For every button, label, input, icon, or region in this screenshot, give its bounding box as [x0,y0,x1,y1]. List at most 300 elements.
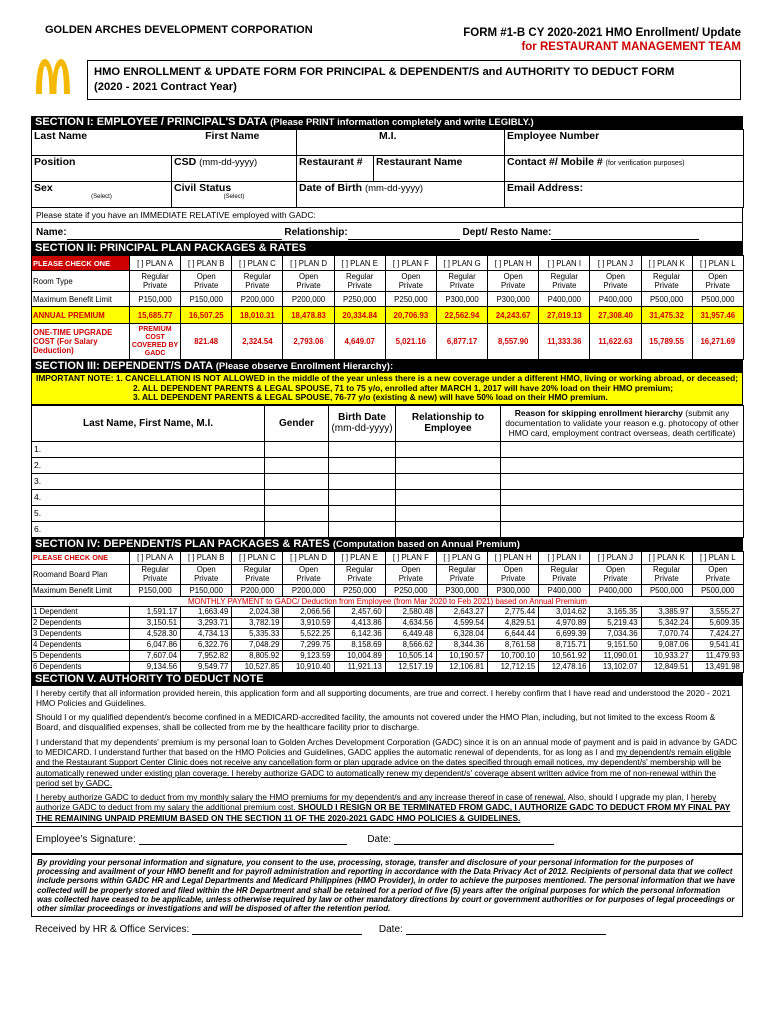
s4-room-cell [488,564,539,584]
auth-paragraph-4c: hereby authorize GADC to deduct from my salary the additional premium cost. [36,792,717,813]
dob-field[interactable] [297,182,505,208]
monthly-rate-cell: 8,805.92 [232,650,283,661]
monthly-rate-cell: 8,761.58 [488,639,539,650]
mbl-cell: P150,000 [181,292,232,307]
plan-checkbox[interactable]: [ ] PLAN A [130,256,181,271]
s4-room-line2: Private [654,574,679,583]
section3-header [31,360,743,373]
monthly-rate-cell: 5,522.25 [283,628,334,639]
dob-label: Date of Birth [299,182,363,194]
room-type-line2: Private [552,281,577,290]
company-name: GOLDEN ARCHES DEVELOPMENT CORPORATION [45,24,313,36]
civil-status-select[interactable]: (Select) [223,194,245,200]
upgrade-cost-cell: 16,271.69 [692,324,743,360]
principal-plans-table [31,255,744,360]
relative-row [31,223,743,242]
room-type-line1: Regular [652,272,681,281]
s4-mbl-cell: P400,000 [539,584,590,596]
col-birth-date [329,405,396,441]
monthly-rate-cell: 10,561.92 [539,650,590,661]
position-field[interactable] [32,156,172,182]
monthly-rate-cell: 7,952.82 [181,650,232,661]
relative-dept-input[interactable] [551,225,699,240]
dependent-gender-cell[interactable] [265,505,329,521]
monthly-rate-cell: 7,607.04 [130,650,181,661]
monthly-rate-cell: 2,457.60 [334,606,385,617]
monthly-rate-cell: 4,734.13 [181,628,232,639]
sex-label: Sex [34,182,53,194]
dependent-name-cell[interactable]: 6. [32,521,265,537]
upgrade-cost-cell: 11,622.63 [590,324,641,360]
col-birth-date-label: Birth Date [338,412,386,423]
relative-relationship-input[interactable] [348,225,460,240]
dependent-birth-cell[interactable] [329,505,396,521]
room-type-cell [283,271,334,292]
dependent-gender-cell[interactable] [265,457,329,473]
s4-room-label: Roomand Board Plan [32,564,130,584]
s4-room-line1: Open [605,565,626,574]
monthly-rate-cell: 12,712.15 [488,661,539,672]
annual-premium-cell: 27,308.40 [590,307,641,324]
room-type-line2: Private [603,281,628,290]
monthly-rate-cell: 9,151.50 [590,639,641,650]
plan-checkbox[interactable]: [ ] PLAN H [488,256,539,271]
s4-room-line2: Private [142,574,168,583]
upgrade-cost-label: ONE-TIME UPGRADE COST (For Salary Deduction) [32,324,130,360]
monthly-rate-cell: 6,328.04 [436,628,487,639]
dependent-relationship-cell[interactable] [396,505,501,521]
s4-room-line2: Private [245,574,270,583]
upgrade-cost-cell: 15,789.55 [641,324,692,360]
s4-room-line2: Private [194,574,219,583]
signature-row [31,827,743,854]
s4-room-cell [692,564,743,584]
auth-paragraph-3 [36,737,738,788]
room-type-cell [539,271,590,292]
dependents-rate-row [32,617,744,628]
monthly-rate-cell: 11,921.13 [334,661,385,672]
s4-room-line2: Private [705,574,730,583]
mbl-cell: P400,000 [590,292,641,307]
monthly-rate-cell: 3,910.59 [283,617,334,628]
s4-mbl-cell: P300,000 [436,584,487,596]
s4-room-line1: Regular [346,565,374,574]
dependents-rate-row [32,650,744,661]
upgrade-cost-cell: 5,021.16 [385,324,436,360]
sex-select[interactable]: (Select) [91,194,112,200]
dependent-name-cell[interactable]: 4. [32,489,265,505]
dependent-name-cell[interactable]: 5. [32,505,265,521]
col-reason [501,405,744,441]
plan-checkbox[interactable]: [ ] PLAN E [334,256,385,271]
dependent-row [32,521,744,537]
monthly-rate-cell: 13,491.98 [692,661,743,672]
annual-premium-cell: 24,243.67 [488,307,539,324]
dependent-name-cell[interactable]: 1. [32,441,265,457]
dob-format: (mm-dd-yyyy) [364,183,423,194]
plan-checkbox[interactable]: [ ] PLAN D [283,256,334,271]
sex-field[interactable] [32,182,172,208]
dependent-birth-cell[interactable] [329,441,396,457]
section1-note: (Please PRINT information completely and write LEGIBLY.) [270,117,534,128]
room-type-line2: Private [347,281,372,290]
dependent-birth-cell[interactable] [329,473,396,489]
section5-header [31,673,743,686]
csd-field[interactable] [172,156,297,182]
section3-title: SECTION III: DEPENDENT/S DATA [35,360,213,372]
privacy-notice: By providing your personal information and signature, you consent to the use, processing, storage, transfer and disclosure of your personal information for the purposes of processing and availment of your HMO benefit and for payroll administration and reporting in accordance with the Data Privacy Act of 2012. Recipients of personal data that we collect include persons within GADC HR and Legal Departments and Medicard Philippines (HMO Provider), in order to achieve the purposes mentioned. The personal information that we have collected will be properly stored and filed within the HR Department and shall be retained for a period of five (5) years after the original purposes for which the personal information was collected have ceased to be applicable, unless otherwise required by law or other mandatory directions by court or government authorities or for purposes of legal proceedings or other similar proceedings or investigations and will be disposed of after the retention period. [31,854,743,917]
csd-format: (mm-dd-yyyy) [199,157,258,168]
s4-mbl-cell: P500,000 [641,584,692,596]
mbl-cell: P300,000 [488,292,539,307]
important-note-label: IMPORTANT NOTE: [36,373,114,383]
monthly-rate-cell: 4,528.30 [130,628,181,639]
s4-plan-checkbox[interactable]: [ ] PLAN H [488,551,539,564]
s4-room-line1: Open [196,565,216,574]
s4-room-line1: Open [299,565,319,574]
signature-date-input[interactable] [394,833,554,845]
s4-room-line1: Regular [141,565,169,574]
dependent-birth-cell[interactable] [329,457,396,473]
s4-plan-checkbox[interactable]: [ ] PLAN D [283,551,334,564]
monthly-rate-cell: 6,699.39 [539,628,590,639]
dependents-count-label: 1 Dependent [32,606,130,617]
received-row [31,917,743,941]
monthly-rate-cell: 12,478.16 [539,661,590,672]
dependent-birth-cell[interactable] [329,489,396,505]
monthly-rate-cell: 9,134.56 [130,661,181,672]
s4-room-cell [385,564,436,584]
monthly-rate-cell: 2,066.56 [283,606,334,617]
relative-name-label: Name: [36,227,67,238]
received-input[interactable] [192,923,362,935]
room-type-cell [130,271,181,292]
dependent-row [32,505,744,521]
section4-note: (Computation based on Annual Premium) [332,538,520,550]
annual-premium-cell: 20,334.84 [334,307,385,324]
s4-plan-checkbox[interactable]: [ ] PLAN J [590,551,641,564]
civil-status-field[interactable] [172,182,297,208]
restaurant-name-field[interactable] [374,156,505,182]
s4-room-line1: Regular [448,565,476,574]
received-date-input[interactable] [406,923,606,935]
monthly-rate-cell: 4,413.86 [334,617,385,628]
auth-paragraph-3a: I understand that my dependents' premium is my personal loan to Golden Arches Development Corporation (GADC) since it is on an annual mode of payment and is paid in advance by GADC to MEDICARD. I understand further that based on the HMO Policies and Guidelines, GADC applies the automatic renewal of dependents, for as long as I and [36,736,738,757]
s4-mbl-cell: P200,000 [232,584,283,596]
s4-plan-checkbox[interactable]: [ ] PLAN I [539,551,590,564]
s4-room-line2: Private [347,574,372,583]
plan-checkbox[interactable]: [ ] PLAN C [232,256,283,271]
monthly-rate-cell: 10,910.40 [283,661,334,672]
dependent-gender-cell[interactable] [265,441,329,457]
room-type-line1: Regular [346,272,374,281]
monthly-rate-cell: 8,715.71 [539,639,590,650]
s4-mbl-cell: P150,000 [130,584,181,596]
s4-room-line1: Regular [243,565,272,574]
room-type-cell [181,271,232,292]
s4-mbl-label: Maximum Benefit Limit [32,584,130,596]
dependents-count-label: 4 Dependents [32,639,130,650]
plan-checkbox[interactable]: [ ] PLAN K [641,256,692,271]
s4-mbl-cell: P250,000 [334,584,385,596]
monthly-rate-cell: 9,549.77 [181,661,232,672]
room-type-cell [488,271,539,292]
room-type-line1: Regular [448,272,476,281]
annual-premium-cell: 20,706.93 [385,307,436,324]
note-1: 1. CANCELLATION IS NOT ALLOWED in the middle of the year unless there is a new coverage under a different HMO, living or working abroad, or deceased; [115,373,739,383]
mbl-cell: P200,000 [283,292,334,307]
room-type-line1: Open [196,272,216,281]
enrollment-form [31,18,743,941]
authority-text [31,686,743,828]
s4-mbl-cell: P500,000 [692,584,743,596]
s4-room-line1: Open [401,565,421,574]
col-reason-bold: Reason for skipping enrollment hierarchy [514,408,683,418]
section5-title: SECTION V. AUTHORITY TO DEDUCT NOTE [35,672,264,685]
section4-header [31,538,743,551]
room-type-line2: Private [654,281,679,290]
dependent-reason-cell[interactable] [501,489,744,505]
signature-label: Employee's Signature: [36,834,136,846]
s4-room-cell [641,564,692,584]
contact-label: Contact #/ Mobile # [507,156,603,168]
monthly-rate-cell: 7,034.36 [590,628,641,639]
contact-note: (for verification purposes) [605,160,685,167]
plan-checkbox[interactable]: [ ] PLAN B [181,256,232,271]
s4-plan-checkbox[interactable]: [ ] PLAN B [181,551,232,564]
monthly-rate-cell: 4,970.89 [539,617,590,628]
s4-plan-checkbox[interactable]: [ ] PLAN L [692,551,743,564]
s4-room-line2: Private [501,574,526,583]
s4-room-line2: Private [603,574,628,583]
room-type-line2: Private [194,281,219,290]
monthly-rate-cell: 3,555.27 [692,606,743,617]
annual-premium-cell: 22,562.94 [436,307,487,324]
dependent-reason-cell[interactable] [501,505,744,521]
monthly-rate-cell: 13,102.07 [590,661,641,672]
section2-header [31,242,743,255]
auth-paragraph-3b: my dependent/s remain eligible and the Restaurant Support Center Clinic does not receive any cancellation form or plan upgrade advice on the dates specified through email notices, my dependent/s' membership will be automatically renewed under existing plan coverage. I hereby authorize GADC to automatically renew my dependent/s' coverage absent written advice from me of non-renewal within the period set by GADC. [36,746,732,788]
signature-date-label: Date: [367,834,392,846]
monthly-rate-cell: 7,070.74 [641,628,692,639]
contact-field[interactable] [505,156,744,182]
dependent-gender-cell[interactable] [265,489,329,505]
monthly-rate-cell: 3,293.71 [181,617,232,628]
first-name-label: First Name [205,130,260,142]
s4-room-line2: Private [296,574,321,583]
employee-number-label: Employee Number [507,130,600,142]
relative-question: Please state if you have an IMMEDIATE RELATIVE employed with GADC: [31,208,743,223]
s4-plan-checkbox[interactable]: [ ] PLAN G [436,551,487,564]
important-note [31,373,743,405]
monthly-rate-cell: 3,782.19 [232,617,283,628]
monthly-rate-cell: 2,024.38 [232,606,283,617]
monthly-rate-cell: 12,849.51 [641,661,692,672]
mbl-label: Maximum Benefit Limit [32,292,130,307]
s4-plan-checkbox[interactable]: [ ] PLAN A [130,551,181,564]
monthly-rate-cell: 8,566.62 [385,639,436,650]
monthly-rate-cell: 2,643.27 [436,606,487,617]
plan-checkbox[interactable]: [ ] PLAN F [385,256,436,271]
monthly-rate-cell: 8,158.69 [334,639,385,650]
monthly-rate-cell: 10,527.85 [232,661,283,672]
email-field[interactable] [505,182,744,208]
csd-label: CSD [174,156,197,168]
annual-premium-label: ANNUAL PREMIUM [32,307,130,324]
dependent-reason-cell[interactable] [501,457,744,473]
mbl-cell: P150,000 [130,292,181,307]
room-type-line1: Open [299,272,319,281]
last-name-field[interactable] [32,130,297,156]
upgrade-cost-cell: 2,793.06 [283,324,334,360]
annual-premium-cell: 15,685.77 [130,307,181,324]
s4-mbl-cell: P300,000 [488,584,539,596]
monthly-rate-cell: 6,047.86 [130,639,181,650]
employee-number-field[interactable] [505,130,744,156]
section4-title: SECTION IV: DEPENDENT/S PLAN PACKAGES & RATES [35,537,330,550]
dependents-count-label: 2 Dependents [32,617,130,628]
room-type-label: Room Type [32,271,130,292]
monthly-rate-cell: 6,322.76 [181,639,232,650]
restaurant-name-label: Restaurant Name [376,156,463,168]
dependent-reason-cell[interactable] [501,521,744,537]
dependent-row [32,457,744,473]
s4-room-line1: Open [708,565,728,574]
annual-premium-cell: 27,019.13 [539,307,590,324]
dependent-relationship-cell[interactable] [396,489,501,505]
auth-paragraph-4d: SHOULD I RESIGN OR BE TERMINATED FROM GADC, I AUTHORIZE GADC TO DEDUCT FROM MY FINAL PAY THE REMAINING UNPAID PREMIUM BASED ON THE SECTION 11 OF THE 2020-2021 GADC HMO POLICIES & GUIDELINES. [36,802,731,823]
restaurant-number-field[interactable] [297,156,374,182]
monthly-rate-cell: 3,165.35 [590,606,641,617]
dependents-count-label: 3 Dependents [32,628,130,639]
room-type-cell [436,271,487,292]
civil-status-label: Civil Status [174,182,232,194]
dependent-relationship-cell[interactable] [396,473,501,489]
upgrade-cost-cell: 4,649.07 [334,324,385,360]
dependents-rate-row [32,639,744,650]
relative-name-input[interactable] [67,225,282,240]
auth-paragraph-1: I hereby certify that all information provided herein, this application form and all supporting documents, are true and correct. I hereby confirm that I have read and understood the 2020 - 2021 HMO Policies and Guidelines. [36,687,731,708]
monthly-rate-cell: 10,933.27 [641,650,692,661]
dependent-relationship-cell[interactable] [396,457,501,473]
dependent-reason-cell[interactable] [501,441,744,457]
note-2: 2. ALL DEPENDENT PARENTS & LEGAL SPOUSE, 71 to 75 y/o, enrolled after MARCH 1, 2017 will have 20% load on their HMO premium; [133,382,673,393]
s4-room-cell [436,564,487,584]
room-type-line1: Regular [243,272,272,281]
mbl-cell: P250,000 [334,292,385,307]
dependent-name-cell[interactable]: 3. [32,473,265,489]
monthly-rate-cell: 9,087.06 [641,639,692,650]
monthly-rate-cell: 10,004.89 [334,650,385,661]
upgrade-cost-cell: 821.48 [181,324,232,360]
s4-plan-checkbox[interactable]: [ ] PLAN F [385,551,436,564]
dependent-row [32,489,744,505]
upgrade-cost-cell: 8,557.90 [488,324,539,360]
s4-room-line2: Private [552,574,577,583]
upgrade-cost-cell: 11,333.36 [539,324,590,360]
s4-plan-checkbox[interactable]: [ ] PLAN C [232,551,283,564]
s4-room-cell [181,564,232,584]
signature-input[interactable] [139,833,347,845]
monthly-rate-cell: 7,424.27 [692,628,743,639]
dependents-rate-row [32,606,744,617]
mbl-cell: P400,000 [539,292,590,307]
monthly-rate-cell: 2,775.44 [488,606,539,617]
col-dependent-name: Last Name, First Name, M.I. [32,405,265,441]
monthly-rate-cell: 7,299.75 [283,639,334,650]
dependent-relationship-cell[interactable] [396,441,501,457]
dependent-gender-cell[interactable] [265,521,329,537]
auth-paragraph-4a: I hereby authorize GADC to deduct from my monthly salary the HMO premiums for my dependent/s and any increase thereof in case of renewal. [36,792,566,803]
upgrade-cost-cell: 2,324.54 [232,324,283,360]
form-title-line2: (2020 - 2021 Contract Year) [94,81,237,93]
plan-checkbox[interactable]: [ ] PLAN G [436,256,487,271]
monthly-rate-cell: 4,599.54 [436,617,487,628]
dependent-relationship-cell[interactable] [396,521,501,537]
form-title [87,60,741,100]
received-date-label: Date: [378,924,403,936]
monthly-rate-cell: 3,385.97 [641,606,692,617]
annual-premium-cell: 31,957.46 [692,307,743,324]
dependents-table [31,405,744,538]
s4-plan-checkbox[interactable]: [ ] PLAN E [334,551,385,564]
room-type-line2: Private [449,281,475,290]
auth-paragraph-4b: Also, should I upgrade my plan, I [565,792,691,803]
monthly-rate-cell: 12,517.19 [385,661,436,672]
monthly-rate-cell: 5,342.24 [641,617,692,628]
monthly-rate-cell: 2,580.48 [385,606,436,617]
section3-note: (Please observe Enrollment Hierarchy): [215,361,394,372]
form-number [463,26,741,54]
dependent-row [32,473,744,489]
room-type-cell [692,271,743,292]
mi-field[interactable] [297,130,505,156]
s4-room-cell [539,564,590,584]
dependent-name-cell[interactable]: 2. [32,457,265,473]
monthly-rate-cell: 6,142.36 [334,628,385,639]
room-type-line1: Regular [141,272,169,281]
monthly-rate-cell: 3,150.51 [130,617,181,628]
monthly-rate-cell: 6,644.44 [488,628,539,639]
dependent-gender-cell[interactable] [265,473,329,489]
position-label: Position [34,156,76,168]
monthly-rate-cell: 1,663.49 [181,606,232,617]
plan-checkbox[interactable]: [ ] PLAN I [539,256,590,271]
dependent-birth-cell[interactable] [329,521,396,537]
monthly-rate-cell: 9,541.41 [692,639,743,650]
monthly-rate-cell: 10,700.10 [488,650,539,661]
received-label: Received by HR & Office Services: [35,924,190,936]
section2-title: SECTION II: PRINCIPAL PLAN PACKAGES & RATES [35,242,307,254]
s4-mbl-cell: P150,000 [181,584,232,596]
s4-plan-checkbox[interactable]: [ ] PLAN K [641,551,692,564]
s4-mbl-cell: P200,000 [283,584,334,596]
restaurant-number-label: Restaurant # [299,156,363,168]
auth-paragraph-4 [36,792,738,823]
room-type-line1: Open [503,272,523,281]
monthly-rate-cell: 8,344.36 [436,639,487,650]
col-reason-text: (submit any documentation to validate your reason e.g. photocopy of other HMO card, employment contract overseas, death certificate) [505,408,739,438]
dependent-reason-cell[interactable] [501,473,744,489]
s4-room-cell [283,564,334,584]
plan-checkbox[interactable]: [ ] PLAN J [590,256,641,271]
mi-label: M.I. [379,130,397,142]
room-type-line1: Regular [550,272,578,281]
plan-checkbox[interactable]: [ ] PLAN L [692,256,743,271]
monthly-rate-cell: 5,609.35 [692,617,743,628]
col-gender: Gender [265,405,329,441]
monthly-rate-cell: 4,634.56 [385,617,436,628]
